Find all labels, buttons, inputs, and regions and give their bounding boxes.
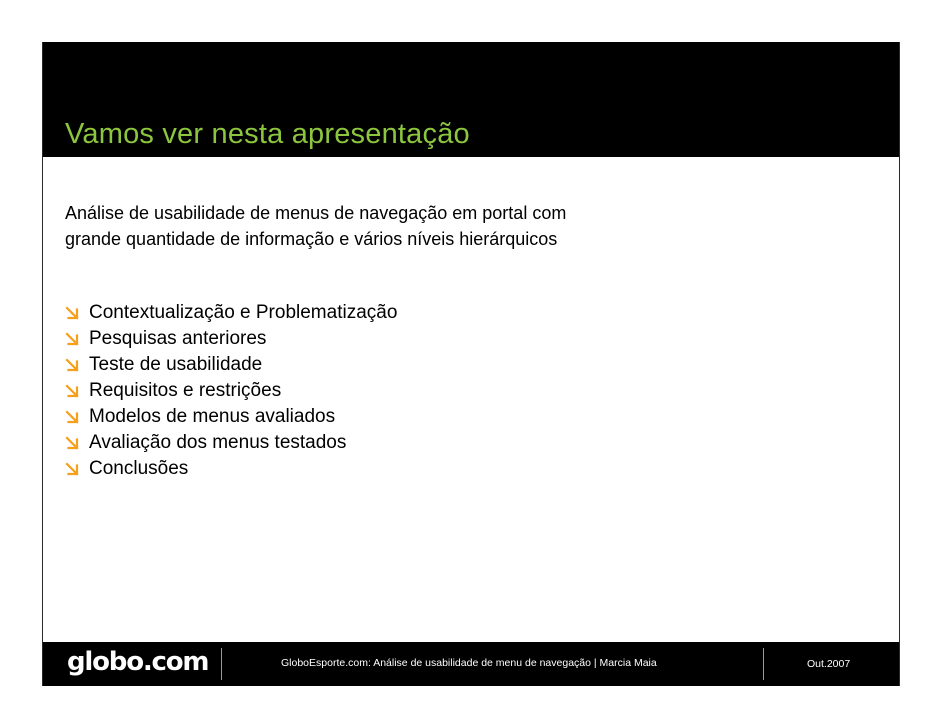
topic-item <box>65 300 397 326</box>
topic-item <box>65 430 397 456</box>
topic-item <box>65 378 397 404</box>
footer-bar <box>43 642 899 686</box>
footer-divider <box>763 648 764 680</box>
topic-item <box>65 352 397 378</box>
intro-text <box>65 200 705 252</box>
intro-line: Análise de usabilidade de menus de navegação em portal com <box>65 203 567 223</box>
topic-item <box>65 404 397 430</box>
arrow-down-right-icon <box>65 462 79 476</box>
topic-label: Contextualização e Problematização <box>89 302 398 323</box>
globo-logo: globo.com <box>67 647 209 677</box>
footer-date: Out.2007 <box>807 658 851 670</box>
topic-label: Avaliação dos menus testados <box>89 432 347 453</box>
footer-credits: GloboEsporte.com: Análise de usabilidade de menu de navegação | Marcia Maia <box>281 657 657 669</box>
topic-label: Pesquisas anteriores <box>89 328 267 349</box>
slide <box>42 42 900 686</box>
topic-label: Requisitos e restrições <box>89 380 282 401</box>
arrow-down-right-icon <box>65 410 79 424</box>
topic-label: Conclusões <box>89 458 189 479</box>
topic-item <box>65 326 397 352</box>
arrow-down-right-icon <box>65 436 79 450</box>
arrow-down-right-icon <box>65 384 79 398</box>
header-bar <box>43 42 899 157</box>
topic-item <box>65 456 397 482</box>
arrow-down-right-icon <box>65 358 79 372</box>
topic-label: Teste de usabilidade <box>89 354 263 375</box>
topic-label: Modelos de menus avaliados <box>89 406 336 427</box>
slide-title: Vamos ver nesta apresentação <box>65 118 470 150</box>
intro-line: grande quantidade de informação e vários níveis hierárquicos <box>65 229 558 249</box>
topic-list <box>65 300 397 482</box>
arrow-down-right-icon <box>65 332 79 346</box>
footer-divider <box>221 648 222 680</box>
arrow-down-right-icon <box>65 306 79 320</box>
